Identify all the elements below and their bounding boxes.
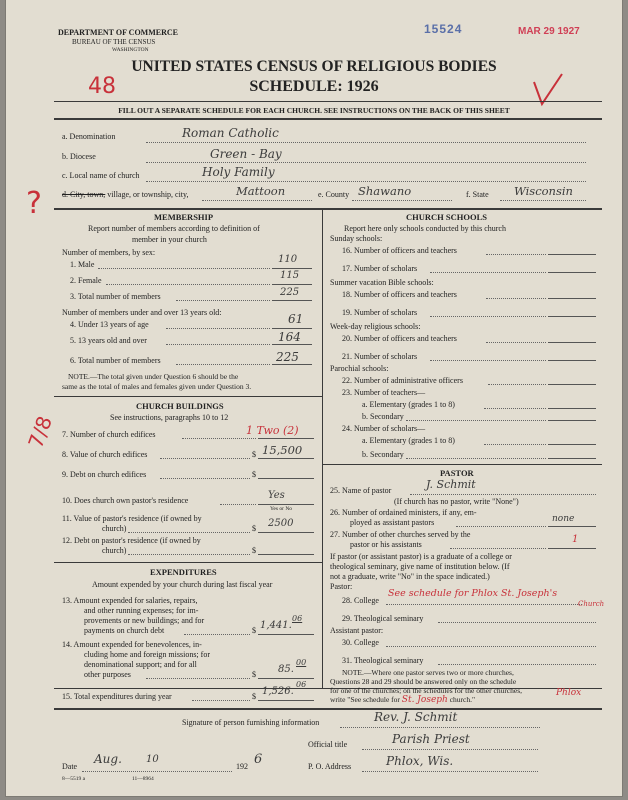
date-label: Date (62, 762, 78, 771)
q1-value: 110 (278, 254, 298, 265)
by-sex-label: Number of members, by sex: (62, 248, 156, 257)
denomination-value: Roman Catholic (182, 126, 279, 140)
q20-label: 20. Number of officers and teachers (342, 334, 457, 343)
expenditures-sub: Amount expended by your church during last fiscal year (92, 580, 273, 589)
margin-question-mark: ? (26, 186, 42, 221)
q12-dollar: $ (252, 546, 256, 555)
county-value: Shawano (358, 184, 412, 198)
q17-label: 17. Number of scholars (342, 264, 418, 273)
struck-city-town: d. City, town, (62, 190, 106, 199)
q25-value: J. Schmit (426, 478, 476, 491)
form-title: UNITED STATES CENSUS OF RELIGIOUS BODIES (131, 58, 497, 75)
q5-label: 5. 13 years old and over (70, 336, 147, 345)
q23a-label: a. Elementary (grades 1 to 8) (362, 400, 455, 409)
q14-label-a: 14. Amount expended for benevolences, in- (62, 640, 202, 649)
q21-label: 21. Number of scholars (342, 352, 418, 361)
membership-heading: MEMBERSHIP (154, 212, 214, 222)
expenditures-heading: EXPENDITURES (150, 567, 217, 577)
q11-value: 2500 (268, 518, 294, 529)
q15-value: 1,526. (262, 686, 294, 697)
q26-value: none (552, 514, 575, 524)
q13-cents: 06 (292, 614, 303, 623)
city-town-label (62, 190, 189, 199)
pastor-note-4 (330, 695, 475, 705)
q8-dollar: $ (252, 450, 256, 459)
q7-value: 1 Two (2) (246, 424, 299, 437)
form-number: 8—5519 a (62, 776, 86, 782)
q27-value: 1 (572, 534, 579, 545)
q24-label: 24. Number of scholars— (342, 424, 426, 433)
q19-label: 19. Number of scholars (342, 308, 418, 317)
q30-label: 30. College (342, 638, 379, 647)
q26-label-a: 26. Number of ordained ministers, if any, em- (330, 508, 477, 517)
membership-note-2: same as the total of males and females given under Question 3. (62, 382, 252, 391)
serial-number: 15524 (424, 22, 463, 36)
schedule-title: SCHEDULE: 1926 (249, 78, 379, 95)
buildings-heading: CHURCH BUILDINGS (136, 401, 224, 411)
margin-side-number: 7/8 (23, 412, 57, 452)
village-township-label: village, or township, city, (105, 190, 189, 199)
q27-label-a: 27. Number of other churches served by the (330, 530, 471, 539)
bureau-label: BUREAU OF THE CENSUS (72, 38, 156, 46)
q22-label: 22. Number of administrative officers (342, 376, 463, 385)
q4-label: 4. Under 13 years of age (70, 320, 149, 329)
q13-dollar: $ (252, 626, 256, 635)
diocese-label: b. Diocese (62, 152, 96, 161)
q5-value: 164 (278, 330, 301, 344)
department-label: DEPARTMENT OF COMMERCE (58, 28, 179, 37)
q2-value: 115 (280, 270, 300, 281)
q13-label-c: provements or new buildings; and for (84, 616, 205, 625)
membership-intro-1: Report number of members according to definition of (88, 224, 260, 233)
q1-label: 1. Male (70, 260, 95, 269)
state-label: f. State (466, 190, 489, 199)
q6-label: 6. Total number of members (70, 356, 161, 365)
date-stamp: MAR 29 1927 (518, 26, 580, 37)
membership-intro-2: member in your church (132, 235, 207, 244)
graduate-note-2: theological seminary, give name of institution below. (If (330, 562, 510, 571)
q14-value: 85. (278, 664, 294, 675)
handwritten-48: 48 (88, 74, 116, 99)
city-label: WASHINGTON (112, 47, 149, 53)
q14-label-c: denominational support; and for all (84, 660, 197, 669)
buildings-sub: See instructions, paragraphs 10 to 12 (110, 413, 229, 422)
pastor-note-3: for one of the churches; on the schedules for the other churches, (330, 686, 523, 695)
parochial-schools-label: Parochial schools: (330, 364, 389, 373)
q15-label: 15. Total expenditures during year (62, 692, 172, 701)
q23b-label: b. Secondary (362, 412, 404, 421)
q12-label-b: church) (102, 546, 127, 555)
q7-label: 7. Number of church edifices (62, 430, 156, 439)
q14-dollar: $ (252, 670, 256, 679)
q25-label: 25. Name of pastor (330, 486, 392, 495)
county-label: e. County (318, 190, 350, 199)
q31-label: 31. Theological seminary (342, 656, 424, 665)
denomination-label: a. Denomination (62, 132, 116, 141)
q4-value: 61 (288, 312, 304, 326)
po-address-value: Phlox, Wis. (386, 754, 454, 768)
by-age-label: Number of members under and over 13 years old: (62, 308, 222, 317)
po-address-label: P. O. Address (308, 762, 352, 771)
q15-dollar: $ (252, 692, 256, 701)
assistant-pastor-label: Assistant pastor: (330, 626, 384, 635)
q16-label: 16. Number of officers and teachers (342, 246, 457, 255)
q13-label-a: 13. Amount expended for salaries, repairs, (62, 596, 198, 605)
summer-schools-label: Summer vacation Bible schools: (330, 278, 434, 287)
diocese-value: Green - Bay (210, 147, 282, 161)
q11-label-b: church) (102, 524, 127, 533)
pastor-note-4-value: St. Joseph (401, 695, 448, 705)
q29-label: 29. Theological seminary (342, 614, 424, 623)
schools-intro: Report here only schools conducted by this church (344, 224, 506, 233)
census-schedule-sheet (6, 0, 622, 796)
q25-note: (If church has no pastor, write "None") (394, 497, 519, 506)
state-value: Wisconsin (514, 184, 573, 198)
q9-label: 9. Debt on church edifices (62, 470, 147, 479)
pastor-heading: PASTOR (440, 468, 474, 478)
graduate-note-1: If pastor (or assistant pastor) is a graduate of a college or (330, 552, 512, 561)
q28-label: 28. College (342, 596, 379, 605)
pastor-note-2: Questions 28 and 29 should be answered only on the schedule (330, 677, 517, 686)
q10-hint: Yes or No (270, 506, 293, 512)
q27-label-b: pastor or his assistants (350, 540, 422, 549)
graduate-note-3: not a graduate, write "No" in the space indicated.) (330, 572, 490, 581)
q8-label: 8. Value of church edifices (62, 450, 148, 459)
schools-heading: CHURCH SCHOOLS (406, 212, 487, 222)
instruction-line: FILL OUT A SEPARATE SCHEDULE FOR EACH CHURCH. SEE INSTRUCTIONS ON THE BACK OF THIS SHEET (118, 106, 510, 115)
q18-label: 18. Number of officers and teachers (342, 290, 457, 299)
q28-value: See schedule for Phlox St. Joseph's (388, 588, 558, 599)
q10-label: 10. Does church own pastor's residence (62, 496, 189, 505)
local-name-label: c. Local name of church (62, 171, 140, 180)
pastor-note-1: NOTE.—Where one pastor serves two or more churches, (342, 668, 514, 677)
q10-value: Yes (268, 490, 285, 501)
q3-label: 3. Total number of members (70, 292, 161, 301)
pastor-note-4-post: church." (449, 695, 476, 704)
q24a-label: a. Elementary (grades 1 to 8) (362, 436, 455, 445)
q8-value: 15,500 (262, 443, 303, 457)
q13-label-d: payments on church debt (84, 626, 165, 635)
q9-dollar: $ (252, 470, 256, 479)
q24b-label: b. Secondary (362, 450, 404, 459)
date-year-handwritten: 6 (254, 752, 263, 767)
q13-value: 1,441. (260, 620, 292, 631)
q11-dollar: $ (252, 524, 256, 533)
q13-label-b: and other running expenses; for im- (84, 606, 199, 615)
signature-value: Rev. J. Schmit (374, 710, 458, 724)
sunday-schools-label: Sunday schools: (330, 234, 383, 243)
q12-label-a: 12. Debt on pastor's residence (if owned by (62, 536, 201, 545)
official-title-label: Official title (308, 740, 348, 749)
q2-label: 2. Female (70, 276, 102, 285)
q23-label: 23. Number of teachers— (342, 388, 426, 397)
official-title-value: Parish Priest (392, 732, 470, 746)
pastor-note-4-pre: write "See schedule for (330, 695, 400, 704)
pastor-label: Pastor: (330, 582, 353, 591)
pastor-note-4-extra: Phlox (556, 688, 582, 698)
q28-extra: Church (578, 600, 605, 608)
date-day: 10 (146, 754, 159, 765)
signature-label: Signature of person furnishing information (182, 718, 320, 727)
q14-cents: 00 (296, 658, 307, 667)
q14-label-d: other purposes (84, 670, 131, 679)
q3-value: 225 (280, 287, 300, 298)
date-year-printed: 192 (236, 762, 248, 771)
q15-cents: 06 (296, 680, 307, 689)
weekday-schools-label: Week-day religious schools: (330, 322, 421, 331)
q11-label-a: 11. Value of pastor's residence (if owned by (62, 514, 202, 523)
local-name-value: Holy Family (202, 165, 275, 179)
q26-label-b: ployed as assistant pastors (350, 518, 435, 527)
city-value: Mattoon (236, 184, 286, 198)
membership-note-1: NOTE.—The total given under Question 6 should be the (68, 372, 239, 381)
q14-label-b: cluding home and foreign missions; for (84, 650, 210, 659)
date-month: Aug. (94, 752, 122, 766)
q6-value: 225 (276, 350, 299, 364)
form-number-2: 11—8964 (132, 776, 154, 782)
